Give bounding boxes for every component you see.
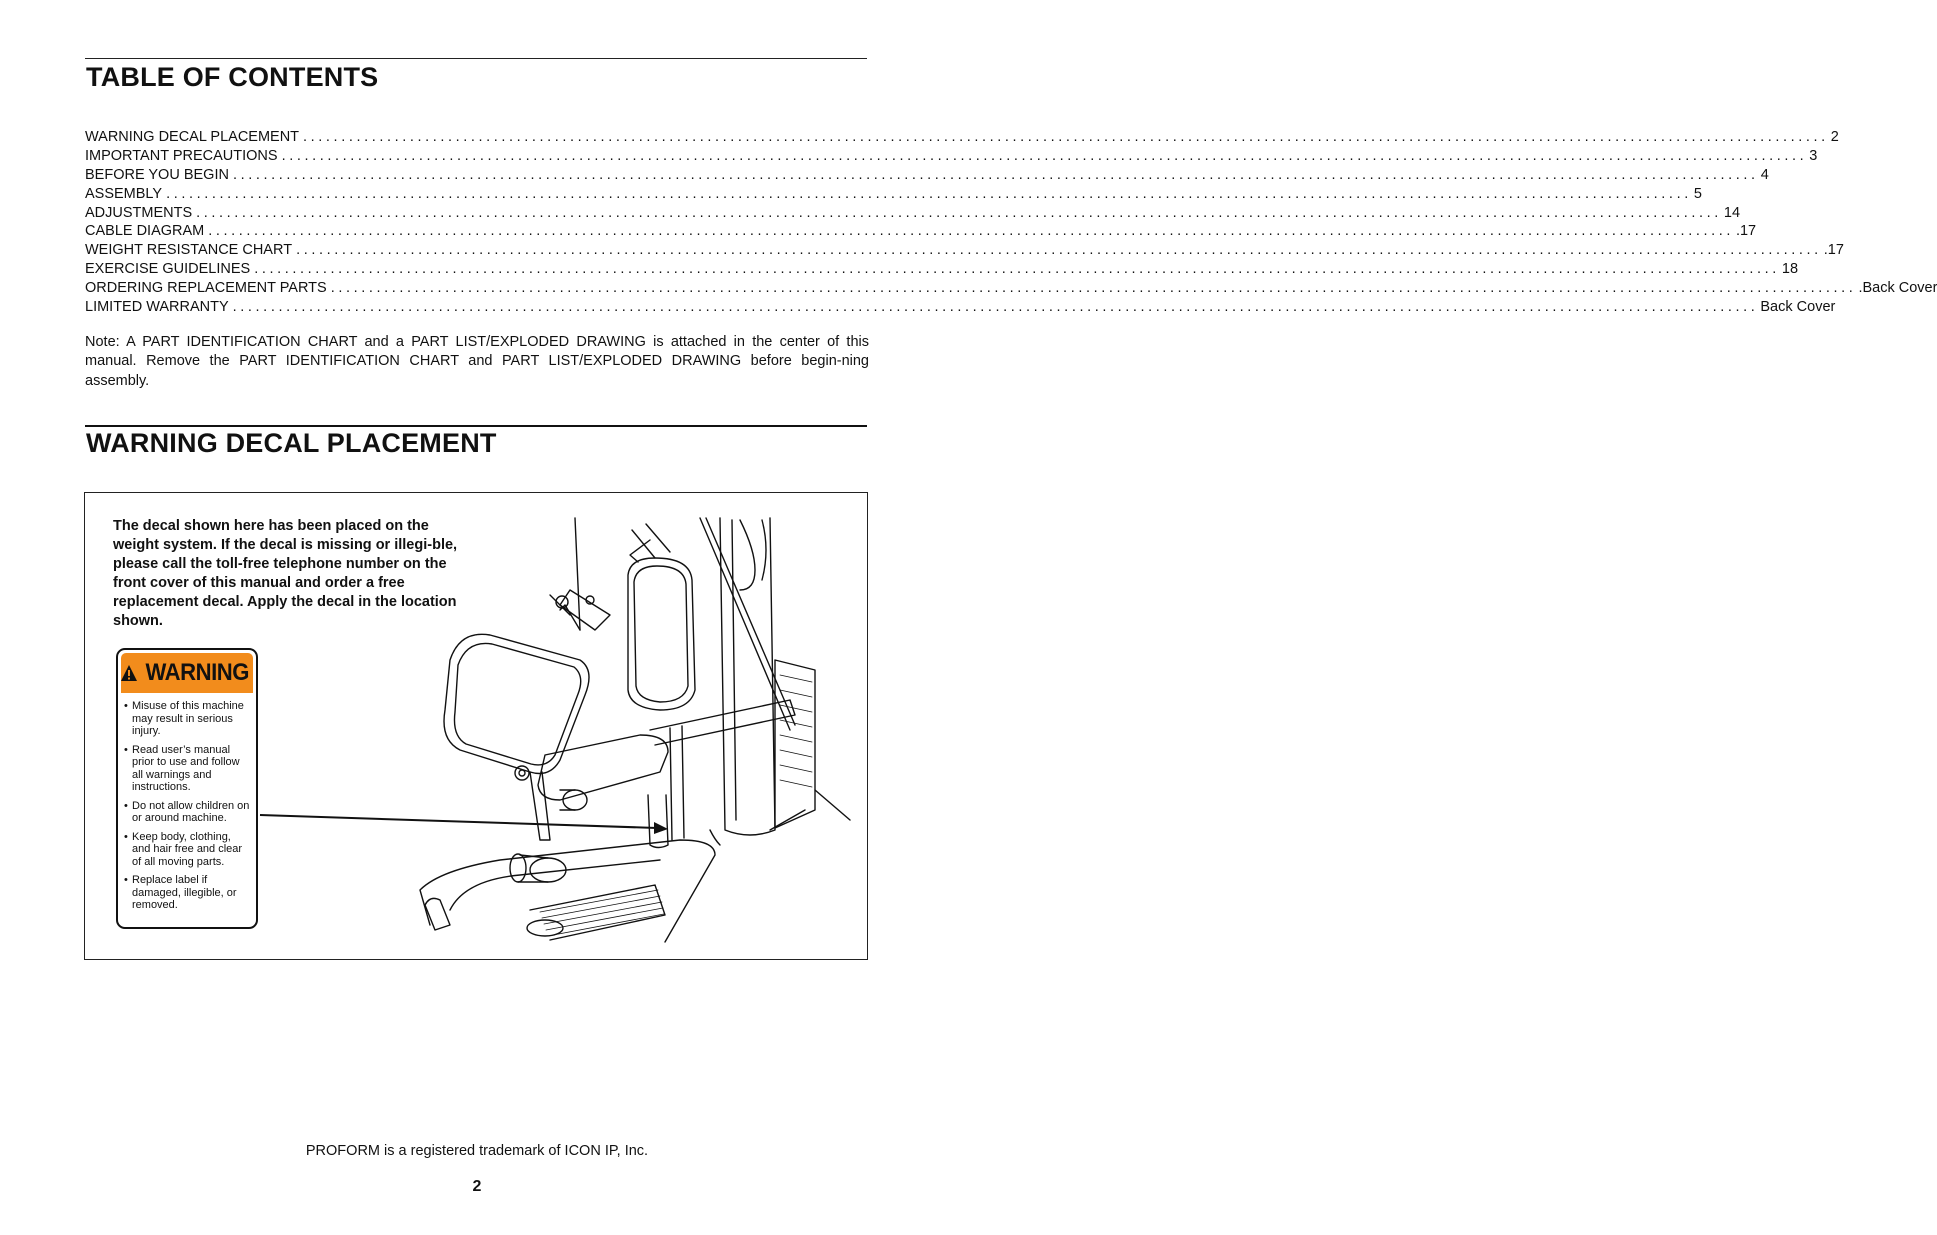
toc-entry [85,166,1769,185]
toc-leader-dots: ........................................................................................................................................................................................................ [281,147,1808,164]
toc-entry [85,241,1844,260]
toc-leader-dots: ........................................................................................................................................................................................................ [330,280,1857,297]
toc-entry-page: 4 [1760,166,1769,183]
top-rule [85,58,867,59]
toc-entry-page: 5 [1693,185,1702,202]
toc-entry-page: Back Cover [1760,299,1836,316]
warning-decal-item: • Read user’s manual prior to use and follow all warnings and instructions. [124,744,252,794]
warning-decal-item: • Misuse of this machine may result in serious injury. [124,700,252,738]
toc-entry-page: 3 [1809,147,1818,164]
toc-entry-label: BEFORE YOU BEGIN [85,166,229,183]
warning-decal-item: • Do not allow children on or around machine. [124,800,252,825]
warning-decal-header [121,653,253,693]
toc-entry [85,260,1799,279]
warning-decal-heading: WARNING [145,659,250,686]
decal-instructions: The decal shown here has been placed on the weight system. If the decal is missing or illegi-ble, please call the toll-free telephone number on the front cover of this manual and order a free replacement decal. Apply the decal in the location shown. [113,518,458,629]
warning-decal [116,648,258,929]
toc-entry [85,279,1937,298]
toc-entry-page: .17 [1823,242,1844,259]
toc-leader-dots: ........................................................................................................................................................................................................ [254,261,1780,278]
toc-leader-dots: ........................................................................................................................................................................................................ [303,129,1829,145]
toc-entry [85,128,1839,147]
toc-title: TABLE OF CONTENTS [86,62,379,92]
toc-entry-label: IMPORTANT PRECAUTIONS [85,147,278,164]
toc-entry [85,185,1702,204]
toc-entry-label: ADJUSTMENTS [85,204,193,221]
warning-decal-item: • Keep body, clothing, and hair free and clear of all moving parts. [124,831,252,869]
trademark-notice: PROFORM is a registered trademark of ICON IP, Inc. [305,1143,649,1159]
warning-decal-item: • Replace label if damaged, illegible, or removed. [124,874,252,912]
toc-leader-dots: ........................................................................................................................................................................................................ [196,204,1722,221]
toc-entry-label: WEIGHT RESISTANCE CHART [85,242,293,259]
warning-triangle-icon [120,664,138,682]
decal-section-title: WARNING DECAL PLACEMENT [86,428,497,458]
toc-leader-dots: ........................................................................................................................................................................................................ [296,242,1822,259]
toc-entry-label: ASSEMBLY [85,185,163,202]
toc-leader-dots: ........................................................................................................................................................................................................ [232,299,1759,316]
toc-list [85,128,1937,317]
toc-leader-dots: ........................................................................................................................................................................................................ [232,166,1759,183]
toc-leader-dots: ........................................................................................................................................................................................................ [166,185,1692,202]
toc-entry-page: 14 [1723,204,1741,221]
weight-machine-illustration [410,510,860,942]
toc-entry-label: EXERCISE GUIDELINES [85,261,251,278]
toc-entry-label: ORDERING REPLACEMENT PARTS [85,280,327,297]
toc-entry-page: 2 [1830,129,1839,145]
toc-note: Note: A PART IDENTIFICATION CHART and a PART LIST/EXPLODED DRAWING is attached in the center of this manual. Remove the PART IDENTIFICATION CHART and PART LIST/EXPLODED DRAWING before begin-ning assembly. [85,334,869,389]
toc-entry-page: 18 [1781,261,1799,278]
toc-entry [85,204,1741,223]
toc-entry [85,147,1818,166]
toc-entry-page: .Back Cover [1858,280,1937,297]
toc-entry-label: LIMITED WARRANTY [85,299,229,316]
toc-entry-label: CABLE DIAGRAM [85,223,205,240]
section-rule [85,425,867,427]
toc-entry [85,222,1757,241]
toc-entry-label: WARNING DECAL PLACEMENT [85,129,300,145]
toc-leader-dots: ........................................................................................................................................................................................................ [208,223,1734,240]
toc-entry-page: .17 [1735,223,1757,240]
toc-entry [85,298,1836,317]
warning-decal-list [124,700,252,912]
page-number: 2 [472,1178,482,1195]
